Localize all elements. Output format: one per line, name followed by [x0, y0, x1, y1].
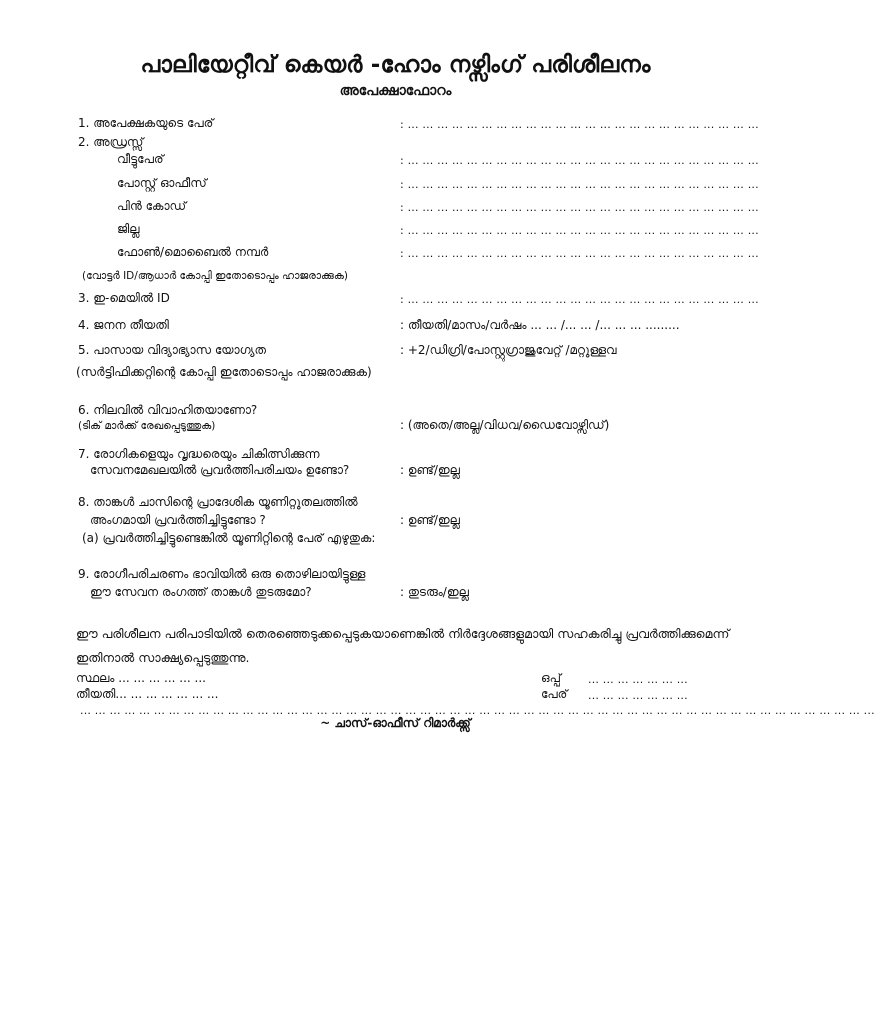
unit-member-answer[interactable]: : ഉണ്ട്/ഇല്ല: [400, 513, 460, 527]
unit-name-prompt[interactable]: (a) പ്രവർത്തിച്ചിട്ടുണ്ടെങ്കിൽ യൂണിറ്റിന്റെ പേര് എഴുതുക:: [82, 531, 376, 545]
name-label: പേര്: [541, 687, 568, 701]
form-subtitle: അപേക്ഷാഫോറം: [339, 83, 452, 99]
email-line[interactable]: : ... ... ... ... ... ... ... ... ... ... ... ... ... ... ... ... ... ... ... ... ... ... ... ...: [400, 293, 759, 306]
separator-line: ... ... ... ... ... ... ... ... ... ... ... ... ... ... ... ... ... ... ... ... ... ... ... ... ... ... ... ... ... ... ... ... ... ... ... ... ... ... ... ... ... ... ... ... ... ... ... ... ... ... ... ... ... ...: [80, 704, 875, 717]
certificate-note: (സർട്ടിഫിക്കറ്റിന്റെ കോപ്പി ഇതോടൊപ്പം ഹാജരാക്കുക): [76, 365, 372, 379]
date-field[interactable]: തീയതി... ... ... ... ... ... ...: [76, 687, 219, 701]
q1-answer-line[interactable]: : ... ... ... ... ... ... ... ... ... ... ... ... ... ... ... ... ... ... ... ... ... ... ... ...: [400, 118, 759, 131]
dob-answer[interactable]: : തീയതി/മാസം/വർഷം ... ... /... ... /... ... ... .........: [400, 318, 680, 332]
q4-label: 4. ജനന തീയതി: [78, 318, 169, 332]
q7-line1: 7. രോഗികളെയും വൃദ്ധരെയും ചികിത്സിക്കുന്ന: [78, 447, 320, 461]
form-title: പാലിയേറ്റീവ് കെയർ -ഹോം നഴ്സിംഗ് പരിശീലനം: [140, 52, 651, 78]
q9-line1: 9. രോഗീപരിചരണം ഭാവിയിൽ ഒരു തൊഴിലായിട്ടുള്ള: [78, 567, 366, 581]
qualification-answer[interactable]: : +2/ഡിഗ്രി/പോസ്റ്റുഗ്രാജുവേറ്റ് /മറ്റുള്ളവ: [400, 343, 617, 357]
continue-answer[interactable]: : തുടരും/ഇല്ല: [400, 585, 469, 599]
tick-mark-note: (ടിക് മാർക്ക് രേഖപ്പെടുത്തുക): [78, 420, 216, 432]
q8-line1: 8. താങ്കൾ ചാസിന്റെ പ്രാദേശിക യൂണിറ്റുതലത്തിൽ: [78, 495, 358, 509]
q2-label: 2. അഡ്രസ്സ്: [78, 135, 144, 149]
district-line[interactable]: : ... ... ... ... ... ... ... ... ... ... ... ... ... ... ... ... ... ... ... ... ... ... ... ...: [400, 224, 759, 237]
district-label: ജില്ല: [117, 222, 140, 236]
q1-label: 1. അപേക്ഷകയുടെ പേര്: [78, 116, 214, 130]
house-name-line[interactable]: : ... ... ... ... ... ... ... ... ... ... ... ... ... ... ... ... ... ... ... ... ... ... ... ...: [400, 154, 759, 167]
marital-status-answer[interactable]: : (അതെ/അല്ല/വിധവ/ഡൈവോഴ്സിഡ്): [400, 418, 610, 432]
q7-line2: സേവനമേഖലയിൽ പ്രവർത്തിപരിചയം ഉണ്ടോ?: [90, 463, 350, 477]
q3-label: 3. ഇ-മെയിൽ ID: [78, 291, 170, 305]
house-name-label: വീട്ടുപേര്: [117, 152, 164, 166]
experience-answer[interactable]: : ഉണ്ട്/ഇല്ല: [400, 463, 460, 477]
q6-label: 6. നിലവിൽ വിവാഹിതയാണോ?: [78, 403, 258, 417]
post-office-line[interactable]: : ... ... ... ... ... ... ... ... ... ... ... ... ... ... ... ... ... ... ... ... ... ... ... ...: [400, 178, 759, 191]
name-line[interactable]: ... ... ... ... ... ... ...: [588, 689, 688, 702]
q8-line2: അംഗമായി പ്രവർത്തിച്ചിട്ടുണ്ടോ ?: [90, 513, 266, 527]
place-field[interactable]: സ്ഥലം ... ... ... ... ... ...: [76, 671, 206, 685]
office-remarks-heading: ~ ചാസ്-ഓഫീസ് റിമാർക്ക്സ്: [320, 716, 471, 730]
pin-code-line[interactable]: : ... ... ... ... ... ... ... ... ... ... ... ... ... ... ... ... ... ... ... ... ... ... ... ...: [400, 201, 759, 214]
phone-label: ഫോൺ/മൊബൈൽ നമ്പർ: [117, 245, 269, 259]
pin-code-label: പിൻ കോഡ്: [117, 199, 187, 213]
phone-line[interactable]: : ... ... ... ... ... ... ... ... ... ... ... ... ... ... ... ... ... ... ... ... ... ... ... ...: [400, 247, 759, 260]
post-office-label: പോസ്റ്റ് ഓഫീസ്: [117, 176, 207, 190]
declaration-text: ഈ പരിശീലന പരിപാടിയിൽ തെരഞ്ഞെടുക്കപ്പെടുകയാണെങ്കിൽ നിർദ്ദേശങ്ങളുമായി സഹകരിച്ചു പ്രവർത്തിക്കുമെന്ന് ഇതിനാൽ സാക്ഷ്യപ്പെടുത്തുന്നു.: [76, 626, 730, 665]
signature-label: ഒപ്പ്: [541, 671, 561, 685]
q9-line2: ഈ സേവന രംഗത്ത് താങ്കൾ തുടരുമോ?: [90, 585, 312, 599]
id-proof-note: (വോട്ടർ ID/ആധാർ കോപ്പി ഇതോടൊപ്പം ഹാജരാക്കുക): [82, 270, 348, 282]
q5-label: 5. പാസായ വിദ്യാഭ്യാസ യോഗ്യത: [78, 343, 266, 357]
signature-line[interactable]: ... ... ... ... ... ... ...: [588, 673, 688, 686]
